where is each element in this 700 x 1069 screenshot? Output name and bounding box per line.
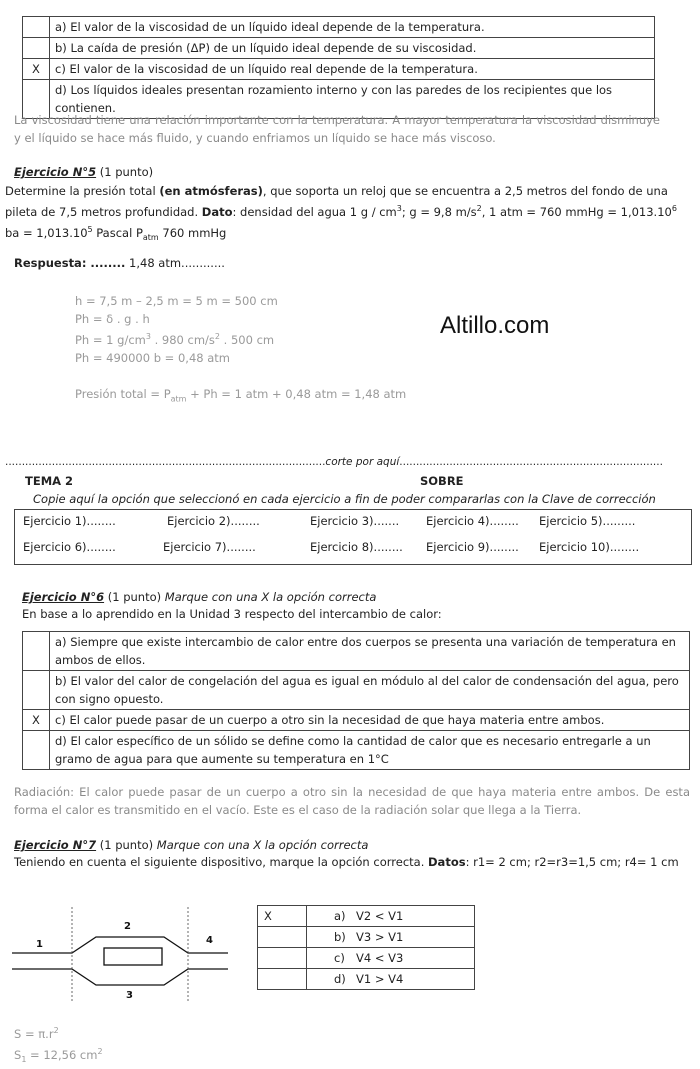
answer-slot: Ejercicio 2)........ <box>167 514 260 528</box>
ex6-heading <box>22 590 376 604</box>
formula-s1 <box>14 1043 103 1069</box>
ex5-line2-d: ; g = 9,8 m/s <box>401 204 477 219</box>
answer-slot: Ejercicio 7)........ <box>163 540 256 554</box>
sobre-label: SOBRE <box>420 474 464 488</box>
ex5-line1-a: Determine la presión total <box>5 184 160 198</box>
ex5-line1-c: , que soporta un reloj que se encuentra a 2,5 metros del fondo de una <box>262 184 668 198</box>
ex5-heading <box>14 165 153 179</box>
cut-instruction: Copie aquí la opción que seleccionó en cada ejercicio a fin de poder compararlas con la Clave de corrección <box>33 492 656 506</box>
answer-value: 1,48 atm............ <box>125 256 225 270</box>
table-row <box>23 632 690 671</box>
option-text <box>307 969 475 990</box>
ex5-line1 <box>5 182 695 200</box>
formula-sub: 1 <box>21 1054 27 1064</box>
answer-grid <box>14 509 692 565</box>
answer-slot: Ejercicio 6)........ <box>23 540 116 554</box>
ex5-exp6: 6 <box>671 204 677 213</box>
ex7-intro-c: : r1= 2 cm; r2=r3=1,5 cm; r4= 1 cm <box>465 855 679 869</box>
ex5-points: (1 punto) <box>96 165 154 179</box>
tube-diagram <box>10 905 235 1005</box>
tube-upper-wall <box>12 937 228 953</box>
calc-exp: 3 <box>145 332 151 341</box>
option-text <box>307 906 475 927</box>
option-letter: b) <box>334 930 346 944</box>
watermark: Altillo.com <box>440 312 550 339</box>
ex5-answer <box>14 256 225 270</box>
ex5-exp2: 2 <box>476 204 482 213</box>
ex6-options-table <box>22 631 690 770</box>
formula-area <box>14 1022 103 1043</box>
tema-label: TEMA 2 <box>25 474 74 488</box>
option-letter: d) <box>334 972 346 986</box>
option-mark: X <box>23 59 50 80</box>
option-mark <box>258 948 307 969</box>
ex5-exp3: 3 <box>396 204 402 213</box>
option-text: b) La caída de presión (ΔP) de un líquido ideal depende de su viscosidad. <box>50 38 655 59</box>
option-value: V2 < V1 <box>356 909 404 923</box>
cut-dots-left: ................................................................................................ <box>5 456 326 468</box>
option-mark <box>23 632 50 671</box>
table-row <box>23 38 655 59</box>
ex7-intro-b: Datos <box>428 855 466 869</box>
ex6-points: (1 punto) <box>104 590 165 604</box>
option-text: a) Siempre que existe intercambio de calor entre dos cuerpos se presenta una variación de temperatura en ambos de ellos. <box>50 632 690 671</box>
option-mark <box>258 969 307 990</box>
calc-part: . 500 cm <box>220 332 275 347</box>
option-letter: a) <box>334 909 346 923</box>
option-text <box>307 948 475 969</box>
ex5-exp5: 5 <box>87 224 93 234</box>
formula-part: = 12,56 cm <box>26 1047 98 1062</box>
table-row <box>258 969 475 990</box>
option-mark: X <box>23 710 50 731</box>
ex5-statement <box>5 182 695 247</box>
formula-exp: 2 <box>97 1046 103 1056</box>
ex5-line2-a: pileta de 7,5 metros profundidad. <box>5 204 202 219</box>
formula-exp: 2 <box>53 1026 59 1035</box>
section-label-1: 1 <box>36 939 43 950</box>
ex5-line3-c: 760 mmHg <box>158 225 227 240</box>
option-value: V3 > V1 <box>356 930 404 944</box>
ex7-intro-a: Teniendo en cuenta el siguiente dispositivo, marque la opción correcta. <box>14 855 429 869</box>
ex7-formulas <box>14 1022 103 1069</box>
table-row <box>23 710 690 731</box>
cut-line <box>5 456 695 468</box>
answer-slot: Ejercicio 3)....... <box>310 514 400 528</box>
ex5-line2-e: , 1 atm = 760 mmHg = 1,013.10 <box>481 204 672 219</box>
answer-slot: Ejercicio 4)........ <box>426 514 519 528</box>
ex6-instruction: Marque con una X la opción correcta <box>164 590 377 604</box>
formula-part: S = π.r <box>14 1026 54 1041</box>
cut-dots-right: ............................................................................... <box>399 456 663 468</box>
calc-line <box>75 328 406 349</box>
answer-slot: Ejercicio 10)........ <box>539 540 640 554</box>
ex5-line2-b: Dato <box>201 204 233 219</box>
ex7-intro <box>14 855 679 869</box>
calc-sub: atm <box>170 394 187 404</box>
calc-exp: 2 <box>214 332 220 341</box>
calc-total <box>75 385 406 408</box>
ex5-line2 <box>5 200 695 221</box>
ex6-title: Ejercicio N°6 <box>22 590 105 604</box>
option-mark <box>23 671 50 710</box>
cut-label: corte por aquí <box>325 456 400 468</box>
option-mark <box>23 731 50 770</box>
ex5-atm-sub: atm <box>142 232 159 242</box>
section-label-4: 4 <box>206 935 213 946</box>
tube-lower-wall <box>12 969 228 985</box>
ex5-line3-a: ba = 1,013.10 <box>5 225 88 240</box>
calc-line: Ph = 490000 b = 0,48 atm <box>75 350 230 365</box>
answer-label: Respuesta: ........ <box>14 256 126 270</box>
answer-slot: Ejercicio 1)........ <box>23 514 116 528</box>
table-row <box>258 927 475 948</box>
ex5-line3 <box>5 221 695 247</box>
tube-inner-block <box>104 948 162 965</box>
answer-slot: Ejercicio 8)........ <box>310 540 403 554</box>
table-row <box>258 948 475 969</box>
table-row <box>23 731 690 770</box>
table-row <box>23 671 690 710</box>
ex6-intro: En base a lo aprendido en la Unidad 3 respecto del intercambio de calor: <box>22 607 442 621</box>
answer-slot: Ejercicio 9)........ <box>426 540 519 554</box>
ex5-line1-b: (en atmósferas) <box>159 184 263 198</box>
option-text: b) El valor del calor de congelación del agua es igual en módulo al del calor de condensación del agua, pero con signo opuesto. <box>50 671 690 710</box>
ex7-points: (1 punto) <box>96 838 157 852</box>
calc-part: . 980 cm/s <box>150 332 215 347</box>
option-value: V1 > V4 <box>356 972 404 986</box>
table-row <box>23 59 655 80</box>
ex5-calculation <box>75 292 406 408</box>
option-text: d) El calor específico de un sólido se define como la cantidad de calor que es necesario entregarle a un gramo de agua para que aumente su temperatura en 1°C <box>50 731 690 770</box>
option-mark <box>23 38 50 59</box>
option-letter: c) <box>334 951 345 965</box>
q4-explanation: La viscosidad tiene una relación importante con la temperatura. A mayor temperatura la viscosidad disminuye y el líquido se hace más fluido, y cuando enfriamos un líquido se hace más viscoso. <box>14 113 660 145</box>
calc-line: Ph = δ . g . h <box>75 312 150 326</box>
formula-part: S <box>14 1047 22 1062</box>
table-row <box>258 906 475 927</box>
table-row <box>23 17 655 38</box>
option-text: c) El valor de la viscosidad de un líquido real depende de la temperatura. <box>50 59 655 80</box>
option-mark: X <box>258 906 307 927</box>
section-label-2: 2 <box>124 921 131 932</box>
answer-slot: Ejercicio 5)......... <box>539 514 636 528</box>
option-text: c) El calor puede pasar de un cuerpo a otro sin la necesidad de que haya materia entre ambos. <box>50 710 690 731</box>
section-label-3: 3 <box>126 990 133 1001</box>
ex7-heading <box>14 838 368 852</box>
ex7-title: Ejercicio N°7 <box>14 838 97 852</box>
calc-line: h = 7,5 m – 2,5 m = 5 m = 500 cm <box>75 294 278 308</box>
option-value: V4 < V3 <box>356 951 404 965</box>
option-text: d) Los líquidos ideales presentan rozamiento interno y con las paredes de los recipientes que los contienen. <box>50 80 655 119</box>
ex7-instruction: Marque con una X la opción correcta <box>156 838 369 852</box>
calc-part: Ph = 1 g/cm <box>75 332 146 347</box>
calc-part: Presión total = P <box>75 386 171 401</box>
option-text <box>307 927 475 948</box>
ex5-title: Ejercicio N°5 <box>14 165 97 179</box>
ex5-line3-b: Pascal P <box>92 225 143 240</box>
q4-options-table <box>22 16 655 119</box>
ex7-options-table <box>257 905 475 990</box>
ex6-explanation: Radiación: El calor puede pasar de un cuerpo a otro sin la necesidad de que haya materia entre ambos. De esta forma el calor es transmitido en el vacío. Este es el caso de la radiación solar que llega a la Tierra. <box>14 785 690 817</box>
calc-part: + Ph = 1 atm + 0,48 atm = 1,48 atm <box>186 386 407 401</box>
option-mark <box>258 927 307 948</box>
ex5-line2-c: : densidad del agua 1 g / cm <box>232 204 397 219</box>
option-text: a) El valor de la viscosidad de un líquido ideal depende de la temperatura. <box>50 17 655 38</box>
option-mark <box>23 17 50 38</box>
